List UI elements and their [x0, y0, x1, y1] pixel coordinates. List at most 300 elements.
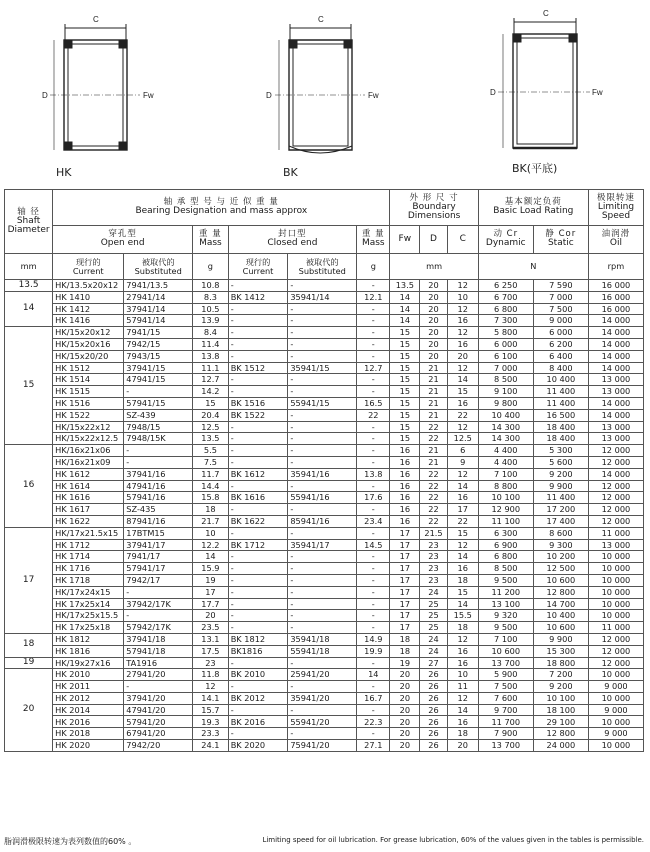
- table-cell: 6 300: [478, 527, 533, 539]
- table-cell: 14: [447, 704, 478, 716]
- table-cell: 10 000: [588, 669, 643, 681]
- table-cell: 10 000: [588, 598, 643, 610]
- table-cell: -: [124, 456, 193, 468]
- table-row: [5, 681, 644, 693]
- shaft-diameter-cell: 13.5: [5, 280, 53, 292]
- table-cell: 16: [390, 445, 420, 457]
- table-cell: -: [288, 280, 357, 292]
- table-cell: 20: [390, 681, 420, 693]
- table-cell: 7943/15: [124, 350, 193, 362]
- table-cell: 15: [193, 397, 229, 409]
- table-cell: 12.7: [193, 374, 229, 386]
- table-cell: 9 900: [533, 633, 588, 645]
- table-cell: -: [357, 315, 390, 327]
- table-cell: 15.8: [193, 492, 229, 504]
- table-cell: -: [228, 338, 288, 350]
- table-cell: 15: [390, 374, 420, 386]
- table-row: [5, 480, 644, 492]
- table-cell: 20: [420, 280, 448, 292]
- table-cell: 22: [420, 433, 448, 445]
- table-cell: -: [228, 586, 288, 598]
- table-cell: 35941/14: [288, 291, 357, 303]
- table-cell: 7 000: [478, 362, 533, 374]
- oil-header: 油润滑 Oil: [588, 226, 643, 254]
- table-cell: 21: [420, 397, 448, 409]
- table-cell: 16: [390, 480, 420, 492]
- table-cell: 21: [420, 386, 448, 398]
- table-row: [5, 492, 644, 504]
- table-cell: 18: [390, 633, 420, 645]
- table-cell: 20: [420, 350, 448, 362]
- table-cell: 15: [390, 350, 420, 362]
- table-cell: 12 000: [588, 504, 643, 516]
- table-cell: HK/15x20x12: [53, 327, 124, 339]
- table-cell: 17 200: [533, 504, 588, 516]
- table-cell: 10 000: [588, 551, 643, 563]
- table-cell: -: [357, 327, 390, 339]
- table-cell: HK 1515: [53, 386, 124, 398]
- table-cell: 14.2: [193, 386, 229, 398]
- table-cell: 57941/16: [124, 492, 193, 504]
- table-cell: 13.8: [193, 350, 229, 362]
- table-cell: HK 1616: [53, 492, 124, 504]
- table-cell: 5 900: [478, 669, 533, 681]
- table-cell: -: [357, 480, 390, 492]
- table-row: [5, 280, 644, 292]
- table-cell: 17: [390, 598, 420, 610]
- table-cell: -: [357, 350, 390, 362]
- table-cell: 22: [420, 421, 448, 433]
- table-row: [5, 386, 644, 398]
- table-cell: HK 2014: [53, 704, 124, 716]
- table-cell: 10 600: [533, 574, 588, 586]
- table-cell: 16.7: [357, 692, 390, 704]
- table-cell: 14: [390, 315, 420, 327]
- current-header-open: 现行的 Current: [53, 254, 124, 280]
- table-cell: 20.4: [193, 409, 229, 421]
- table-cell: 15.5: [447, 610, 478, 622]
- table-cell: 14.1: [193, 692, 229, 704]
- table-cell: 16: [390, 468, 420, 480]
- table-cell: 9 000: [588, 681, 643, 693]
- table-cell: 16: [447, 657, 478, 669]
- table-cell: 47941/16: [124, 480, 193, 492]
- table-cell: -: [228, 280, 288, 292]
- table-cell: -: [124, 386, 193, 398]
- table-cell: 17.5: [193, 645, 229, 657]
- table-cell: 12: [447, 539, 478, 551]
- table-cell: HK 1614: [53, 480, 124, 492]
- table-cell: HK 2010: [53, 669, 124, 681]
- bk-dim-fw: Fw: [368, 91, 379, 100]
- table-cell: 7 300: [478, 315, 533, 327]
- bk-dim-c: C: [318, 15, 324, 24]
- speed-header: 极限转速 Limiting Speed: [588, 190, 643, 226]
- table-cell: 12.1: [357, 291, 390, 303]
- table-cell: 18: [447, 574, 478, 586]
- table-cell: 14: [447, 551, 478, 563]
- table-cell: 20: [390, 716, 420, 728]
- table-cell: 16 000: [588, 303, 643, 315]
- table-cell: 12: [447, 280, 478, 292]
- table-cell: HK 1712: [53, 539, 124, 551]
- static-header: 静 Cor Static: [533, 226, 588, 254]
- table-cell: -: [357, 338, 390, 350]
- table-cell: 57941/15: [124, 397, 193, 409]
- table-cell: 26: [420, 692, 448, 704]
- table-cell: 11: [447, 681, 478, 693]
- table-cell: 17: [390, 563, 420, 575]
- table-cell: BK 1616: [228, 492, 288, 504]
- hk-drawing: [50, 24, 140, 150]
- table-cell: 21: [420, 409, 448, 421]
- table-cell: 11.4: [193, 338, 229, 350]
- table-cell: 14: [357, 669, 390, 681]
- table-cell: 22: [420, 515, 448, 527]
- table-cell: 11.7: [193, 468, 229, 480]
- table-cell: 14: [447, 598, 478, 610]
- table-cell: 12: [447, 468, 478, 480]
- table-cell: -: [357, 704, 390, 716]
- table-cell: 22: [420, 480, 448, 492]
- label-bk-flat: BK(平底): [512, 162, 558, 175]
- bearing-drawings: [0, 0, 650, 190]
- table-cell: 13.5: [390, 280, 420, 292]
- table-cell: 24: [420, 645, 448, 657]
- mass-header-closed: 重 量 Mass: [357, 226, 390, 254]
- table-cell: 13.9: [193, 315, 229, 327]
- table-cell: 15.9: [193, 563, 229, 575]
- table-cell: 27941/20: [124, 669, 193, 681]
- table-cell: 37941/17: [124, 539, 193, 551]
- table-cell: -: [124, 681, 193, 693]
- table-cell: 14 000: [588, 338, 643, 350]
- table-cell: 10 000: [588, 692, 643, 704]
- table-cell: 18: [390, 645, 420, 657]
- table-cell: -: [228, 681, 288, 693]
- table-cell: 8 400: [533, 362, 588, 374]
- table-cell: 8 600: [533, 527, 588, 539]
- table-cell: -: [288, 327, 357, 339]
- table-cell: 15: [390, 397, 420, 409]
- table-cell: -: [357, 433, 390, 445]
- table-cell: 11 700: [478, 716, 533, 728]
- table-cell: 13 000: [588, 433, 643, 445]
- table-cell: -: [357, 681, 390, 693]
- table-row: [5, 350, 644, 362]
- table-cell: 9: [447, 456, 478, 468]
- table-cell: 23: [420, 563, 448, 575]
- table-cell: 24: [420, 586, 448, 598]
- table-cell: 14 000: [588, 468, 643, 480]
- table-cell: 37941/15: [124, 362, 193, 374]
- table-cell: 11 100: [478, 515, 533, 527]
- table-cell: 7 200: [533, 669, 588, 681]
- table-cell: 6 100: [478, 350, 533, 362]
- table-cell: HK 1617: [53, 504, 124, 516]
- table-cell: -: [357, 456, 390, 468]
- table-cell: 21: [420, 445, 448, 457]
- table-cell: -: [228, 657, 288, 669]
- table-cell: SZ-435: [124, 504, 193, 516]
- table-row: [5, 716, 644, 728]
- bkf-dim-d: D: [490, 88, 496, 97]
- table-cell: -: [288, 409, 357, 421]
- table-cell: 10 400: [478, 409, 533, 421]
- table-cell: 24.1: [193, 740, 229, 752]
- table-cell: 17: [390, 574, 420, 586]
- table-cell: 35941/15: [288, 362, 357, 374]
- table-cell: HK/16x21x06: [53, 445, 124, 457]
- table-cell: 14: [390, 291, 420, 303]
- table-cell: 22: [357, 409, 390, 421]
- table-cell: -: [228, 374, 288, 386]
- mass-header-open: 重 量 Mass: [193, 226, 229, 254]
- table-cell: -: [288, 445, 357, 457]
- table-cell: 20: [390, 728, 420, 740]
- table-cell: HK 1622: [53, 515, 124, 527]
- table-row: [5, 303, 644, 315]
- table-cell: 13 700: [478, 740, 533, 752]
- table-cell: 12 000: [588, 456, 643, 468]
- shaft-diameter-cell: 19: [5, 657, 53, 669]
- table-cell: 20: [390, 740, 420, 752]
- unit-mm-boundary: mm: [390, 254, 478, 280]
- table-cell: 16: [390, 456, 420, 468]
- table-cell: 25: [420, 622, 448, 634]
- table-row: [5, 669, 644, 681]
- table-cell: 13.5: [193, 433, 229, 445]
- table-cell: -: [228, 433, 288, 445]
- table-cell: BK 2020: [228, 740, 288, 752]
- load-header: 基本额定负荷 Basic Load Rating: [478, 190, 588, 226]
- table-cell: HK 17x25x14: [53, 598, 124, 610]
- table-row: [5, 574, 644, 586]
- table-cell: 11 200: [478, 586, 533, 598]
- table-cell: 27941/14: [124, 291, 193, 303]
- table-cell: -: [288, 728, 357, 740]
- table-cell: 10.8: [193, 280, 229, 292]
- table-cell: -: [288, 315, 357, 327]
- table-cell: 16: [447, 315, 478, 327]
- table-cell: 7 500: [533, 303, 588, 315]
- footer-note-zh: 脂润滑极限转速为表列数值的60% 。: [4, 837, 137, 846]
- table-cell: 25: [420, 598, 448, 610]
- table-cell: 18 400: [533, 421, 588, 433]
- table-row: [5, 421, 644, 433]
- table-cell: -: [228, 610, 288, 622]
- table-cell: 8 800: [478, 480, 533, 492]
- table-row: [5, 291, 644, 303]
- table-cell: -: [288, 563, 357, 575]
- table-cell: 19.9: [357, 645, 390, 657]
- table-cell: -: [228, 504, 288, 516]
- table-cell: 57942/17K: [124, 622, 193, 634]
- table-cell: 17: [390, 610, 420, 622]
- table-cell: -: [288, 480, 357, 492]
- table-cell: 12: [447, 362, 478, 374]
- table-cell: 15: [447, 386, 478, 398]
- unit-n-load: N: [478, 254, 588, 280]
- designation-header: 轴 承 型 号 与 近 似 重 量 Bearing Designation and mass approx: [53, 190, 390, 226]
- table-row: [5, 397, 644, 409]
- table-row: [5, 539, 644, 551]
- table-cell: 20: [420, 315, 448, 327]
- table-cell: 9 500: [478, 574, 533, 586]
- table-cell: 10 000: [588, 563, 643, 575]
- table-row: [5, 598, 644, 610]
- table-row: [5, 327, 644, 339]
- table-cell: 11 000: [588, 622, 643, 634]
- table-cell: 22: [447, 515, 478, 527]
- table-cell: 19: [193, 574, 229, 586]
- table-cell: 12 900: [478, 504, 533, 516]
- table-cell: 12 800: [533, 728, 588, 740]
- table-row: [5, 704, 644, 716]
- table-cell: 6 400: [533, 350, 588, 362]
- table-row: [5, 645, 644, 657]
- table-cell: 16: [447, 716, 478, 728]
- table-cell: 5 600: [533, 456, 588, 468]
- table-cell: -: [228, 350, 288, 362]
- table-cell: -: [357, 280, 390, 292]
- table-cell: 16 500: [533, 409, 588, 421]
- label-hk: HK: [56, 166, 72, 179]
- table-cell: 20: [390, 704, 420, 716]
- table-row: [5, 504, 644, 516]
- table-cell: -: [228, 728, 288, 740]
- table-cell: 14 000: [588, 397, 643, 409]
- table-row: [5, 728, 644, 740]
- table-cell: 7942/15: [124, 338, 193, 350]
- table-cell: BK 1612: [228, 468, 288, 480]
- table-cell: 7941/15: [124, 327, 193, 339]
- table-cell: SZ-439: [124, 409, 193, 421]
- table-cell: 29 100: [533, 716, 588, 728]
- table-cell: 12 000: [588, 515, 643, 527]
- table-cell: 6 800: [478, 551, 533, 563]
- table-cell: -: [228, 574, 288, 586]
- table-cell: 8 500: [478, 374, 533, 386]
- table-cell: 17: [447, 504, 478, 516]
- table-cell: -: [357, 574, 390, 586]
- table-cell: 10 000: [588, 740, 643, 752]
- table-cell: 26: [420, 716, 448, 728]
- table-cell: -: [228, 551, 288, 563]
- table-cell: 7948/15K: [124, 433, 193, 445]
- shaft-diameter-cell: 18: [5, 633, 53, 657]
- table-cell: 26: [420, 704, 448, 716]
- table-cell: 55941/18: [288, 645, 357, 657]
- table-cell: 20: [420, 303, 448, 315]
- table-cell: 12.5: [193, 421, 229, 433]
- table-row: [5, 433, 644, 445]
- table-cell: HK 1716: [53, 563, 124, 575]
- table-cell: BK 2012: [228, 692, 288, 704]
- table-cell: 20: [420, 327, 448, 339]
- table-cell: 13 000: [588, 421, 643, 433]
- table-cell: HK 1522: [53, 409, 124, 421]
- table-cell: HK 1816: [53, 645, 124, 657]
- table-cell: 10 600: [478, 645, 533, 657]
- table-cell: 23.5: [193, 622, 229, 634]
- table-cell: 6 000: [533, 327, 588, 339]
- table-cell: 17 400: [533, 515, 588, 527]
- table-cell: 7.5: [193, 456, 229, 468]
- table-cell: 6 200: [533, 338, 588, 350]
- table-cell: HK 1410: [53, 291, 124, 303]
- subst-header-closed: 被取代的 Substituted: [288, 254, 357, 280]
- table-cell: HK 2011: [53, 681, 124, 693]
- table-row: [5, 563, 644, 575]
- table-cell: 14 000: [588, 409, 643, 421]
- table-cell: -: [228, 327, 288, 339]
- table-cell: 10 000: [588, 574, 643, 586]
- table-cell: 16: [447, 563, 478, 575]
- table-cell: 17: [390, 586, 420, 598]
- table-cell: 10 100: [533, 692, 588, 704]
- table-cell: 14: [390, 303, 420, 315]
- table-cell: 15: [390, 409, 420, 421]
- table-cell: 6: [447, 445, 478, 457]
- table-cell: -: [228, 527, 288, 539]
- table-cell: 7 100: [478, 633, 533, 645]
- table-cell: 7941/17: [124, 551, 193, 563]
- unit-g-closed: g: [357, 254, 390, 280]
- table-cell: 12 000: [588, 480, 643, 492]
- table-cell: 16.5: [357, 397, 390, 409]
- table-cell: 25941/20: [288, 669, 357, 681]
- table-cell: 5 800: [478, 327, 533, 339]
- table-cell: HK 1812: [53, 633, 124, 645]
- table-cell: -: [357, 303, 390, 315]
- table-cell: -: [228, 303, 288, 315]
- table-cell: 10 400: [533, 374, 588, 386]
- table-cell: HK/15x22x12.5: [53, 433, 124, 445]
- table-cell: HK 2016: [53, 716, 124, 728]
- table-cell: -: [357, 610, 390, 622]
- table-cell: 87941/16: [124, 515, 193, 527]
- table-cell: 12 000: [588, 645, 643, 657]
- table-cell: -: [357, 445, 390, 457]
- table-cell: 9 300: [533, 539, 588, 551]
- table-cell: 18 100: [533, 704, 588, 716]
- table-cell: 37941/18: [124, 633, 193, 645]
- table-cell: 22: [420, 492, 448, 504]
- table-cell: BK 1622: [228, 515, 288, 527]
- table-cell: 27: [420, 657, 448, 669]
- table-cell: BK 1516: [228, 397, 288, 409]
- table-cell: 27.1: [357, 740, 390, 752]
- table-cell: 12 800: [533, 586, 588, 598]
- table-cell: 9 000: [533, 315, 588, 327]
- table-cell: 11 400: [533, 386, 588, 398]
- table-cell: 55941/16: [288, 492, 357, 504]
- bkf-dim-fw: Fw: [592, 88, 603, 97]
- table-cell: 37941/14: [124, 303, 193, 315]
- table-cell: 9 000: [588, 704, 643, 716]
- table-cell: -: [228, 480, 288, 492]
- table-cell: 15.7: [193, 704, 229, 716]
- table-cell: 8.4: [193, 327, 229, 339]
- table-cell: -: [357, 386, 390, 398]
- table-cell: 9 700: [478, 704, 533, 716]
- table-cell: HK 1516: [53, 397, 124, 409]
- table-cell: 21.7: [193, 515, 229, 527]
- current-header-closed: 现行的 Current: [228, 254, 288, 280]
- table-cell: 5 300: [533, 445, 588, 457]
- table-row: [5, 692, 644, 704]
